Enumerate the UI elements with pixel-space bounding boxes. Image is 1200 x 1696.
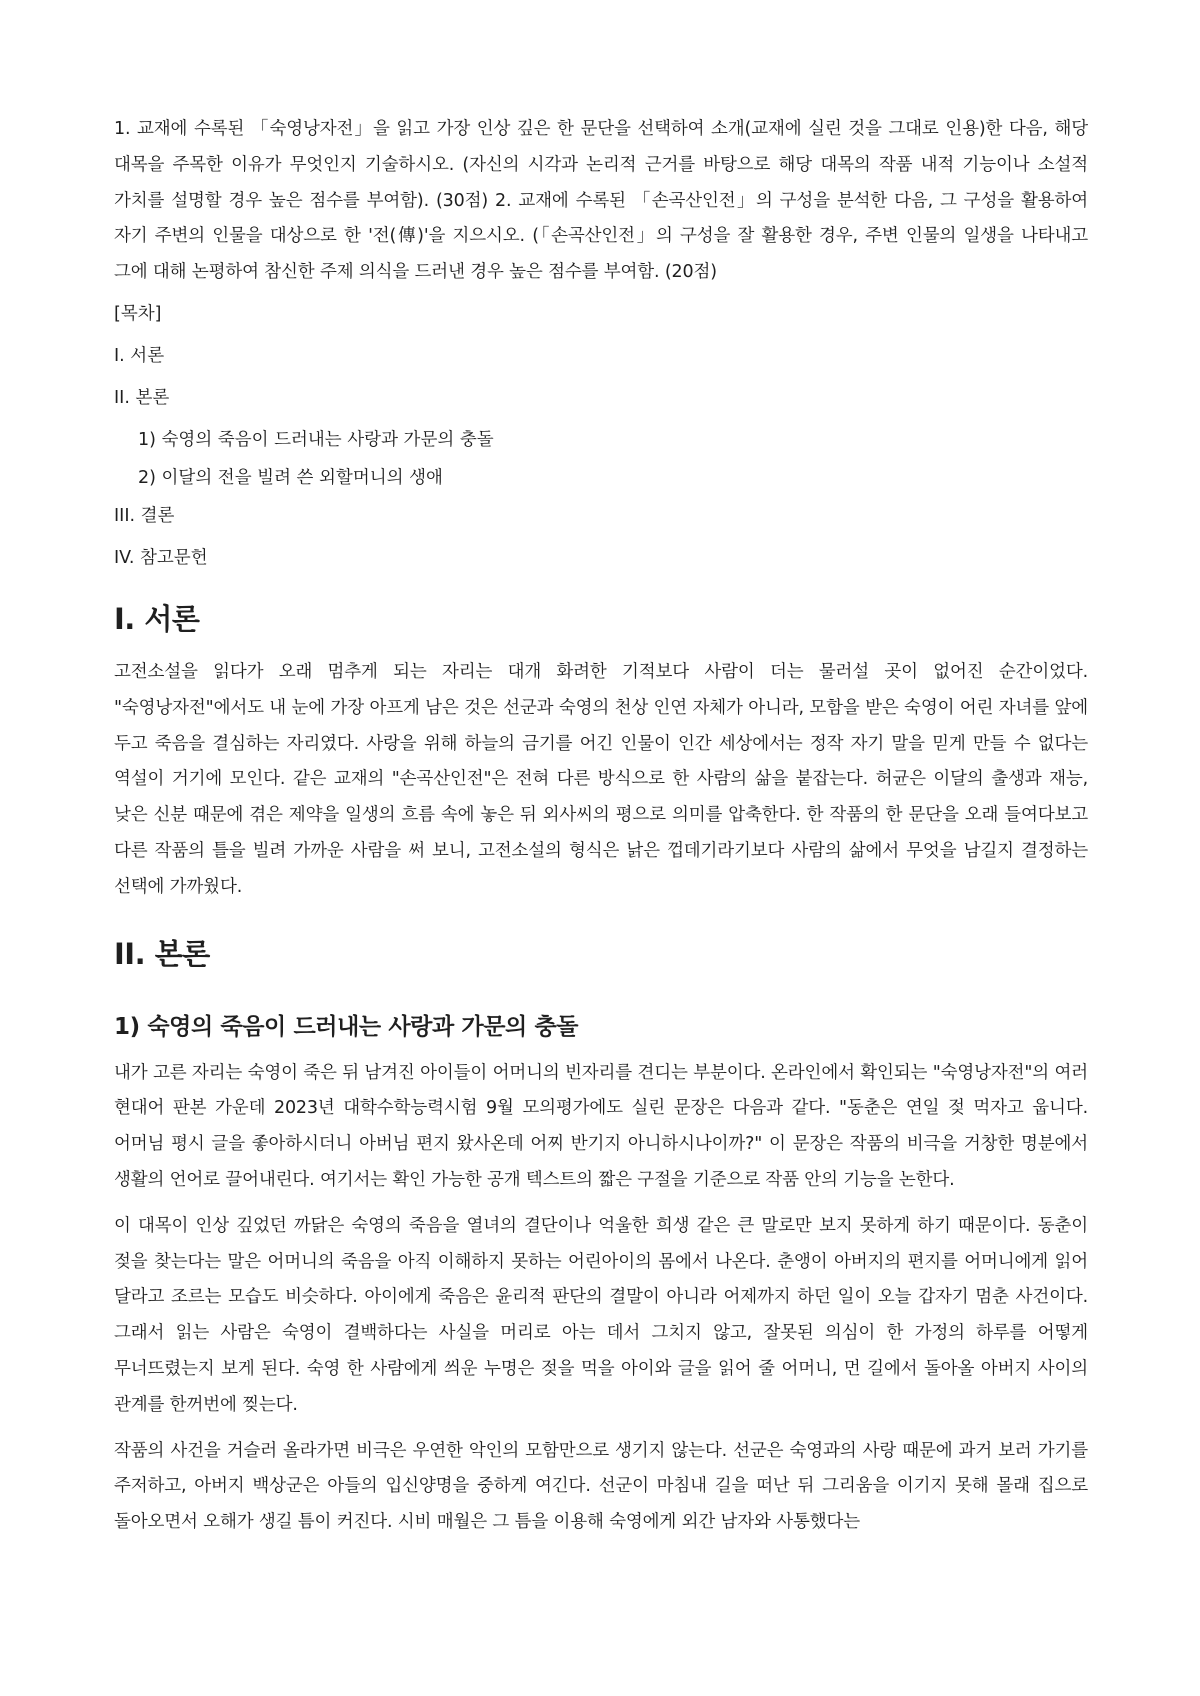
subsection-heading-1: 1) 숙영의 죽음이 드러내는 사랑과 가문의 충돌 bbox=[114, 1013, 579, 1040]
body-paragraph: 내가 고른 자리는 숙영이 죽은 뒤 남겨진 아이들이 어머니의 빈자리를 견디는 부분이다. 온라인에서 확인되는 "숙영낭자전"의 여러 현대어 판본 가운데 2023년 대학수학능력시험 9월 모의평가에도 실린 문장은 다음과 같다. "동춘은 연일 젖 먹자고 웁니다. 어머님 평시 글을 좋아하시더니 아버님 편지 왔사온데 어찌 반기지 아니하시나이까?" 이 문장은 작품의 비극을 거창한 명분에서 생활의 언어로 끌어내린다. 여기서는 확인 가능한 공개 텍스트의 짧은 구절을 기준으로 작품 안의 기능을 논한다. bbox=[114, 1062, 1088, 1190]
toc-item-body-sub1: 1) 숙영의 죽음이 드러내는 사랑과 가문의 충돌 bbox=[138, 429, 494, 450]
assignment-prompt: 1. 교재에 수록된 「숙영낭자전」을 읽고 가장 인상 깊은 한 문단을 선택하여 소개(교재에 실린 것을 그대로 인용)한 다음, 해당 대목을 주목한 이유가 무엇인지 기술하시오. (자신의 시각과 논리적 근거를 바탕으로 해당 대목의 작품 내적 기능이나 소설적 가치를 설명할 경우 높은 점수를 부여함). (30점) 2. 교재에 수록된 「손곡산인전」의 구성을 분석한 다음, 그 구성을 활용하여 자기 주변의 인물을 대상으로 한 '전(傳)'을 지으시오. (「손곡산인전」의 구성을 잘 활용한 경우, 주변 인물의 일생을 나타내고 그에 대해 논평하여 참신한 주제 의식을 드러낸 경우 높은 점수를 부여함. (20점) bbox=[114, 119, 1088, 283]
toc-heading: [목차] bbox=[114, 303, 162, 324]
toc-item-references: IV. 참고문헌 bbox=[114, 547, 208, 568]
section-heading-body: II. 본론 bbox=[114, 936, 210, 971]
section-body bbox=[114, 934, 1088, 1541]
body-paragraph: 이 대목이 인상 깊었던 까닭은 숙영의 죽음을 열녀의 결단이나 억울한 희생 같은 큰 말로만 보지 못하게 하기 때문이다. 동춘이 젖을 찾는다는 말은 어머니의 죽음을 아직 이해하지 못하는 어린아이의 몸에서 나온다. 춘앵이 아버지의 편지를 어머니에게 읽어 달라고 조르는 모습도 비슷하다. 아이에게 죽음은 윤리적 판단의 결말이 아니라 어제까지 하던 일이 오늘 갑자기 멈춘 사건이다. 그래서 읽는 사람은 숙영이 결백하다는 사실을 머리로 아는 데서 그치지 않고, 잘못된 의심이 한 가정의 하루를 어떻게 무너뜨렸는지 보게 된다. 숙영 한 사람에게 씌운 누명은 젖을 먹을 아이와 글을 읽어 줄 어머니, 먼 길에서 돌아올 아버지 사이의 관계를 한꺼번에 찢는다. bbox=[114, 1215, 1088, 1415]
intro-paragraph: 고전소설을 읽다가 오래 멈추게 되는 자리는 대개 화려한 기적보다 사람이 더는 물러설 곳이 없어진 순간이었다. "숙영낭자전"에서도 내 눈에 가장 아프게 남은 것은 선군과 숙영의 천상 인연 자체가 아니라, 모함을 받은 숙영이 어린 자녀를 앞에 두고 죽음을 결심하는 자리였다. 사랑을 위해 하늘의 금기를 어긴 인물이 인간 세상에서는 정작 자기 말을 믿게 만들 수 없다는 역설이 거기에 모인다. 같은 교재의 "손곡산인전"은 전혀 다른 방식으로 한 사람의 삶을 붙잡는다. 허균은 이달의 출생과 재능, 낮은 신분 때문에 겪은 제약을 일생의 흐름 속에 놓은 뒤 외사씨의 평으로 의미를 압축한다. 한 작품의 한 문단을 오래 들여다보고 다른 작품의 틀을 빌려 가까운 사람을 써 보니, 고전소설의 형식은 낡은 껍데기라기보다 사람의 삶에서 무엇을 남길지 결정하는 선택에 가까웠다. bbox=[114, 661, 1088, 897]
toc-item-body-sub2: 2) 이달의 전을 빌려 쓴 외할머니의 생애 bbox=[138, 467, 443, 488]
table-of-contents bbox=[114, 301, 1088, 571]
section-heading-intro: I. 서론 bbox=[114, 601, 200, 636]
section-intro bbox=[114, 599, 1088, 906]
toc-item-body: II. 본론 bbox=[114, 387, 170, 408]
body-paragraph: 작품의 사건을 거슬러 올라가면 비극은 우연한 악인의 모함만으로 생기지 않는다. 선군은 숙영과의 사랑 때문에 과거 보러 가기를 주저하고, 아버지 백상군은 아들의 입신양명을 중하게 여긴다. 선군이 마침내 길을 떠난 뒤 그리움을 이기지 못해 몰래 집으로 돌아오면서 오해가 생길 틈이 커진다. 시비 매월은 그 틈을 이용해 숙영에게 외간 남자와 사통했다는 bbox=[114, 1440, 1088, 1533]
toc-item-intro: I. 서론 bbox=[114, 345, 165, 366]
toc-item-conclusion: III. 결론 bbox=[114, 505, 175, 526]
